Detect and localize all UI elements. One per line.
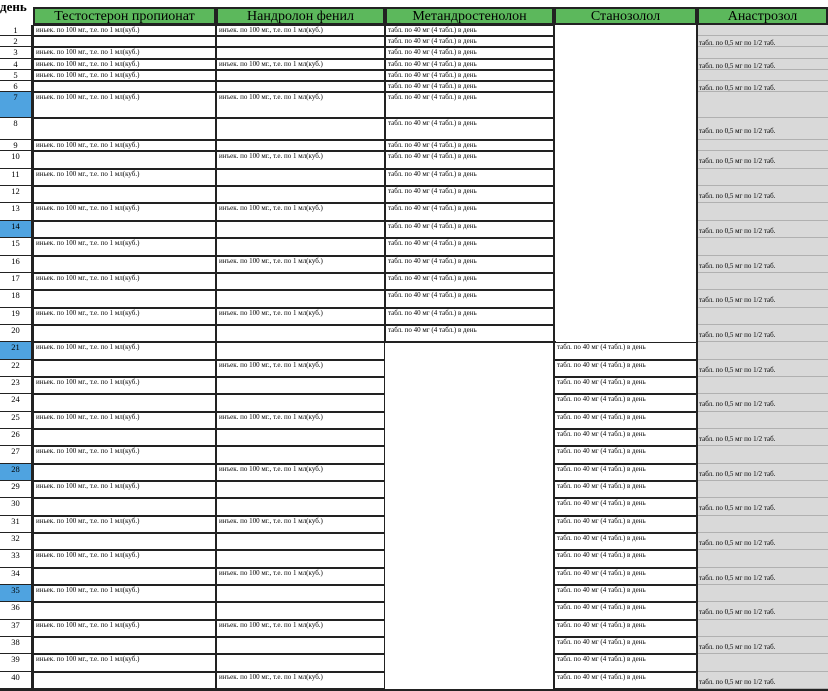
- testosterone-dose-cell: иньек. по 100 мг., т.е. по 1 мл(куб.): [33, 481, 216, 498]
- metandrostenolone-dose-cell: табл. по 40 мг (4 табл.) в день: [385, 273, 554, 290]
- metandrostenolone-dose-cell: табл. по 40 мг (4 табл.) в день: [385, 47, 554, 58]
- testosterone-empty-cell: [33, 360, 216, 377]
- nandrolone-empty-cell: [216, 377, 385, 394]
- anastrozole-dose-cell: табл. по 0,5 мг по 1/2 таб.: [697, 498, 828, 515]
- day-number: 37: [0, 620, 33, 637]
- testosterone-empty-cell: [33, 498, 216, 515]
- stanozolol-dose-cell: табл. по 40 мг (4 табл.) в день: [554, 464, 697, 481]
- day-number: 20: [0, 325, 33, 342]
- nandrolone-dose-cell: инъек. по 100 мг., т.е. по 1 мл(куб.): [216, 568, 385, 585]
- testosterone-dose-cell: иньек. по 100 мг., т.е. по 1 мл(куб.): [33, 92, 216, 117]
- day-number: 23: [0, 377, 33, 394]
- nandrolone-empty-cell: [216, 585, 385, 602]
- anastrozole-empty-cell: [697, 481, 828, 498]
- nandrolone-dose-cell: инъек. по 100 мг., т.е. по 1 мл(куб.): [216, 308, 385, 325]
- metandrostenolone-dose-cell: табл. по 40 мг (4 табл.) в день: [385, 25, 554, 36]
- day-number: 40: [0, 672, 33, 689]
- day-number: 2: [0, 36, 33, 47]
- nandrolone-empty-cell: [216, 481, 385, 498]
- nandrolone-empty-cell: [216, 342, 385, 359]
- day-number: 31: [0, 516, 33, 533]
- testosterone-dose-cell: иньек. по 100 мг., т.е. по 1 мл(куб.): [33, 203, 216, 220]
- anastrozole-dose-cell: табл. по 0,5 мг по 1/2 таб.: [697, 637, 828, 654]
- day-number: 30: [0, 498, 33, 515]
- testosterone-empty-cell: [33, 637, 216, 654]
- anastrozole-empty-cell: [697, 92, 828, 117]
- anastrozole-empty-cell: [697, 654, 828, 671]
- day-number: 34: [0, 568, 33, 585]
- anastrozole-dose-cell: табл. по 0,5 мг по 1/2 таб.: [697, 118, 828, 140]
- stanozolol-dose-cell: табл. по 40 мг (4 табл.) в день: [554, 412, 697, 429]
- nandrolone-empty-cell: [216, 70, 385, 81]
- day-number: 11: [0, 169, 33, 186]
- nandrolone-empty-cell: [216, 169, 385, 186]
- testosterone-dose-cell: иньек. по 100 мг., т.е. по 1 мл(куб.): [33, 620, 216, 637]
- stanozolol-dose-cell: табл. по 40 мг (4 табл.) в день: [554, 533, 697, 550]
- day-number: 5: [0, 70, 33, 81]
- anastrozole-dose-cell: табл. по 0,5 мг по 1/2 таб.: [697, 394, 828, 411]
- testosterone-empty-cell: [33, 429, 216, 446]
- anastrozole-empty-cell: [697, 70, 828, 81]
- stanozolol-dose-cell: табл. по 40 мг (4 табл.) в день: [554, 602, 697, 619]
- nandrolone-empty-cell: [216, 47, 385, 58]
- stanozolol-dose-cell: табл. по 40 мг (4 табл.) в день: [554, 498, 697, 515]
- testosterone-empty-cell: [33, 221, 216, 238]
- metandrostenolone-dose-cell: табл. по 40 мг (4 табл.) в день: [385, 118, 554, 140]
- day-number: 3: [0, 47, 33, 58]
- day-number: 36: [0, 602, 33, 619]
- stanozolol-dose-cell: табл. по 40 мг (4 табл.) в день: [554, 342, 697, 359]
- metandrostenolone-dose-cell: табл. по 40 мг (4 табл.) в день: [385, 36, 554, 47]
- anastrozole-dose-cell: табл. по 0,5 мг по 1/2 таб.: [697, 464, 828, 481]
- day-column-header: день: [0, 0, 27, 14]
- day-number: 14: [0, 221, 33, 238]
- day-number: 7: [0, 92, 33, 117]
- stanozolol-dose-cell: табл. по 40 мг (4 табл.) в день: [554, 550, 697, 567]
- anastrozole-empty-cell: [697, 620, 828, 637]
- column-header-metandrostenolone: Метандростенолон: [385, 7, 554, 25]
- stanozolol-right-border: [696, 25, 698, 691]
- anastrozole-dose-cell: табл. по 0,5 мг по 1/2 таб.: [697, 256, 828, 273]
- metandrostenolone-dose-cell: табл. по 40 мг (4 табл.) в день: [385, 290, 554, 307]
- anastrozole-empty-cell: [697, 412, 828, 429]
- testosterone-dose-cell: иньек. по 100 мг., т.е. по 1 мл(куб.): [33, 25, 216, 36]
- anastrozole-empty-cell: [697, 550, 828, 567]
- nandrolone-dose-cell: инъек. по 100 мг., т.е. по 1 мл(куб.): [216, 59, 385, 70]
- testosterone-empty-cell: [33, 256, 216, 273]
- stanozolol-left-border: [553, 342, 555, 691]
- column-header-anastrozole: Анастрозол: [697, 7, 828, 25]
- nandrolone-empty-cell: [216, 550, 385, 567]
- metandrostenolone-dose-cell: табл. по 40 мг (4 табл.) в день: [385, 70, 554, 81]
- metandrostenolone-dose-cell: табл. по 40 мг (4 табл.) в день: [385, 203, 554, 220]
- anastrozole-empty-cell: [697, 342, 828, 359]
- anastrozole-dose-cell: табл. по 0,5 мг по 1/2 таб.: [697, 151, 828, 168]
- column-header-nandrolone: Нандролон фенил: [216, 7, 385, 25]
- nandrolone-dose-cell: инъек. по 100 мг., т.е. по 1 мл(куб.): [216, 25, 385, 36]
- metandrostenolone-dose-cell: табл. по 40 мг (4 табл.) в день: [385, 308, 554, 325]
- anastrozole-empty-cell: [697, 446, 828, 463]
- nandrolone-empty-cell: [216, 140, 385, 151]
- stanozolol-dose-cell: табл. по 40 мг (4 табл.) в день: [554, 516, 697, 533]
- nandrolone-dose-cell: инъек. по 100 мг., т.е. по 1 мл(куб.): [216, 151, 385, 168]
- testosterone-dose-cell: иньек. по 100 мг., т.е. по 1 мл(куб.): [33, 550, 216, 567]
- stanozolol-dose-cell: табл. по 40 мг (4 табл.) в день: [554, 394, 697, 411]
- testosterone-dose-cell: иньек. по 100 мг., т.е. по 1 мл(куб.): [33, 59, 216, 70]
- testosterone-dose-cell: иньек. по 100 мг., т.е. по 1 мл(куб.): [33, 654, 216, 671]
- stanozolol-dose-cell: табл. по 40 мг (4 табл.) в день: [554, 585, 697, 602]
- nandrolone-empty-cell: [216, 394, 385, 411]
- day-number: 6: [0, 81, 33, 92]
- day-number: 8: [0, 118, 33, 140]
- anastrozole-dose-cell: табл. по 0,5 мг по 1/2 таб.: [697, 186, 828, 203]
- nandrolone-dose-cell: инъек. по 100 мг., т.е. по 1 мл(куб.): [216, 203, 385, 220]
- nandrolone-empty-cell: [216, 36, 385, 47]
- anastrozole-dose-cell: табл. по 0,5 мг по 1/2 таб.: [697, 59, 828, 70]
- nandrolone-empty-cell: [216, 637, 385, 654]
- day-number: 13: [0, 203, 33, 220]
- metandrostenolone-dose-cell: табл. по 40 мг (4 табл.) в день: [385, 325, 554, 342]
- column-header-testosterone: Тестостерон пропионат: [33, 7, 216, 25]
- day-number: 16: [0, 256, 33, 273]
- anastrozole-dose-cell: табл. по 0,5 мг по 1/2 таб.: [697, 221, 828, 238]
- testosterone-dose-cell: иньек. по 100 мг., т.е. по 1 мл(куб.): [33, 70, 216, 81]
- testosterone-dose-cell: иньек. по 100 мг., т.е. по 1 мл(куб.): [33, 377, 216, 394]
- metandrostenolone-bottom-border: [385, 341, 556, 343]
- day-number: 15: [0, 238, 33, 255]
- testosterone-empty-cell: [33, 464, 216, 481]
- nandrolone-empty-cell: [216, 498, 385, 515]
- nandrolone-dose-cell: инъек. по 100 мг., т.е. по 1 мл(куб.): [216, 92, 385, 117]
- day-number: 38: [0, 637, 33, 654]
- column-header-stanozolol: Станозолол: [554, 7, 697, 25]
- nandrolone-empty-cell: [216, 325, 385, 342]
- day-number: 1: [0, 25, 33, 36]
- anastrozole-empty-cell: [697, 203, 828, 220]
- day-number: 39: [0, 654, 33, 671]
- day-number: 35: [0, 585, 33, 602]
- testosterone-dose-cell: иньек. по 100 мг., т.е. по 1 мл(куб.): [33, 238, 216, 255]
- testosterone-empty-cell: [33, 602, 216, 619]
- nandrolone-empty-cell: [216, 533, 385, 550]
- day-number: 21: [0, 342, 33, 359]
- stanozolol-dose-cell: табл. по 40 мг (4 табл.) в день: [554, 360, 697, 377]
- nandrolone-empty-cell: [216, 118, 385, 140]
- metandrostenolone-dose-cell: табл. по 40 мг (4 табл.) в день: [385, 151, 554, 168]
- stanozolol-dose-cell: табл. по 40 мг (4 табл.) в день: [554, 620, 697, 637]
- testosterone-dose-cell: иньек. по 100 мг., т.е. по 1 мл(куб.): [33, 342, 216, 359]
- testosterone-empty-cell: [33, 118, 216, 140]
- metandrostenolone-dose-cell: табл. по 40 мг (4 табл.) в день: [385, 59, 554, 70]
- day-number: 12: [0, 186, 33, 203]
- anastrozole-dose-cell: табл. по 0,5 мг по 1/2 таб.: [697, 360, 828, 377]
- testosterone-dose-cell: иньек. по 100 мг., т.е. по 1 мл(куб.): [33, 585, 216, 602]
- metandrostenolone-dose-cell: табл. по 40 мг (4 табл.) в день: [385, 238, 554, 255]
- anastrozole-empty-cell: [697, 585, 828, 602]
- anastrozole-empty-cell: [697, 47, 828, 58]
- day-number: 9: [0, 140, 33, 151]
- metandrostenolone-dose-cell: табл. по 40 мг (4 табл.) в день: [385, 186, 554, 203]
- anastrozole-dose-cell: табл. по 0,5 мг по 1/2 таб.: [697, 602, 828, 619]
- day-number: 25: [0, 412, 33, 429]
- anastrozole-empty-cell: [697, 25, 828, 36]
- metandrostenolone-right-border: [553, 25, 555, 342]
- stanozolol-dose-cell: табл. по 40 мг (4 табл.) в день: [554, 568, 697, 585]
- metandrostenolone-dose-cell: табл. по 40 мг (4 табл.) в день: [385, 169, 554, 186]
- nandrolone-dose-cell: инъек. по 100 мг., т.е. по 1 мл(куб.): [216, 360, 385, 377]
- anastrozole-dose-cell: табл. по 0,5 мг по 1/2 таб.: [697, 81, 828, 92]
- metandrostenolone-dose-cell: табл. по 40 мг (4 табл.) в день: [385, 92, 554, 117]
- stanozolol-dose-cell: табл. по 40 мг (4 табл.) в день: [554, 672, 697, 689]
- day-number: 33: [0, 550, 33, 567]
- testosterone-empty-cell: [33, 672, 216, 689]
- testosterone-dose-cell: иньек. по 100 мг., т.е. по 1 мл(куб.): [33, 47, 216, 58]
- nandrolone-empty-cell: [216, 290, 385, 307]
- nandrolone-dose-cell: инъек. по 100 мг., т.е. по 1 мл(куб.): [216, 256, 385, 273]
- nandrolone-empty-cell: [216, 81, 385, 92]
- day-number: 24: [0, 394, 33, 411]
- anastrozole-empty-cell: [697, 169, 828, 186]
- stanozolol-dose-cell: табл. по 40 мг (4 табл.) в день: [554, 446, 697, 463]
- nandrolone-dose-cell: инъек. по 100 мг., т.е. по 1 мл(куб.): [216, 516, 385, 533]
- nandrolone-empty-cell: [216, 654, 385, 671]
- anastrozole-dose-cell: табл. по 0,5 мг по 1/2 таб.: [697, 533, 828, 550]
- day-number: 10: [0, 151, 33, 168]
- metandrostenolone-dose-cell: табл. по 40 мг (4 табл.) в день: [385, 81, 554, 92]
- testosterone-empty-cell: [33, 325, 216, 342]
- day-number: 29: [0, 481, 33, 498]
- anastrozole-dose-cell: табл. по 0,5 мг по 1/2 таб.: [697, 36, 828, 47]
- nandrolone-empty-cell: [216, 238, 385, 255]
- metandrostenolone-dose-cell: табл. по 40 мг (4 табл.) в день: [385, 221, 554, 238]
- day-number: 17: [0, 273, 33, 290]
- metandrostenolone-dose-cell: табл. по 40 мг (4 табл.) в день: [385, 256, 554, 273]
- nandrolone-dose-cell: инъек. по 100 мг., т.е. по 1 мл(куб.): [216, 412, 385, 429]
- anastrozole-empty-cell: [697, 377, 828, 394]
- testosterone-empty-cell: [33, 290, 216, 307]
- testosterone-dose-cell: иньек. по 100 мг., т.е. по 1 мл(куб.): [33, 273, 216, 290]
- testosterone-empty-cell: [33, 186, 216, 203]
- anastrozole-dose-cell: табл. по 0,5 мг по 1/2 таб.: [697, 568, 828, 585]
- testosterone-empty-cell: [33, 533, 216, 550]
- day-number: 28: [0, 464, 33, 481]
- testosterone-dose-cell: иньек. по 100 мг., т.е. по 1 мл(куб.): [33, 516, 216, 533]
- day-number: 32: [0, 533, 33, 550]
- anastrozole-empty-cell: [697, 516, 828, 533]
- day-number: 4: [0, 59, 33, 70]
- stanozolol-dose-cell: табл. по 40 мг (4 табл.) в день: [554, 637, 697, 654]
- day-number: 18: [0, 290, 33, 307]
- nandrolone-empty-cell: [216, 602, 385, 619]
- anastrozole-dose-cell: табл. по 0,5 мг по 1/2 таб.: [697, 325, 828, 342]
- day-number: 27: [0, 446, 33, 463]
- testosterone-empty-cell: [33, 81, 216, 92]
- testosterone-dose-cell: иньек. по 100 мг., т.е. по 1 мл(куб.): [33, 308, 216, 325]
- nandrolone-empty-cell: [216, 273, 385, 290]
- day-number: 19: [0, 308, 33, 325]
- stanozolol-dose-cell: табл. по 40 мг (4 табл.) в день: [554, 429, 697, 446]
- testosterone-dose-cell: иньек. по 100 мг., т.е. по 1 мл(куб.): [33, 169, 216, 186]
- metandrostenolone-dose-cell: табл. по 40 мг (4 табл.) в день: [385, 140, 554, 151]
- anastrozole-empty-cell: [697, 140, 828, 151]
- nandrolone-dose-cell: инъек. по 100 мг., т.е. по 1 мл(куб.): [216, 672, 385, 689]
- stanozolol-dose-cell: табл. по 40 мг (4 табл.) в день: [554, 481, 697, 498]
- testosterone-dose-cell: иньек. по 100 мг., т.е. по 1 мл(куб.): [33, 446, 216, 463]
- nandrolone-dose-cell: инъек. по 100 мг., т.е. по 1 мл(куб.): [216, 464, 385, 481]
- anastrozole-empty-cell: [697, 238, 828, 255]
- stanozolol-dose-cell: табл. по 40 мг (4 табл.) в день: [554, 377, 697, 394]
- nandrolone-empty-cell: [216, 221, 385, 238]
- anastrozole-dose-cell: табл. по 0,5 мг по 1/2 таб.: [697, 290, 828, 307]
- anastrozole-dose-cell: табл. по 0,5 мг по 1/2 таб.: [697, 429, 828, 446]
- day-number: 26: [0, 429, 33, 446]
- testosterone-empty-cell: [33, 151, 216, 168]
- nandrolone-empty-cell: [216, 186, 385, 203]
- stanozolol-dose-cell: табл. по 40 мг (4 табл.) в день: [554, 654, 697, 671]
- testosterone-dose-cell: иньек. по 100 мг., т.е. по 1 мл(куб.): [33, 412, 216, 429]
- anastrozole-empty-cell: [697, 273, 828, 290]
- nandrolone-dose-cell: инъек. по 100 мг., т.е. по 1 мл(куб.): [216, 620, 385, 637]
- nandrolone-empty-cell: [216, 446, 385, 463]
- testosterone-empty-cell: [33, 394, 216, 411]
- testosterone-empty-cell: [33, 36, 216, 47]
- nandrolone-empty-cell: [216, 429, 385, 446]
- day-number: 22: [0, 360, 33, 377]
- anastrozole-dose-cell: табл. по 0,5 мг по 1/2 таб.: [697, 672, 828, 689]
- testosterone-empty-cell: [33, 568, 216, 585]
- anastrozole-empty-cell: [697, 308, 828, 325]
- testosterone-dose-cell: иньек. по 100 мг., т.е. по 1 мл(куб.): [33, 140, 216, 151]
